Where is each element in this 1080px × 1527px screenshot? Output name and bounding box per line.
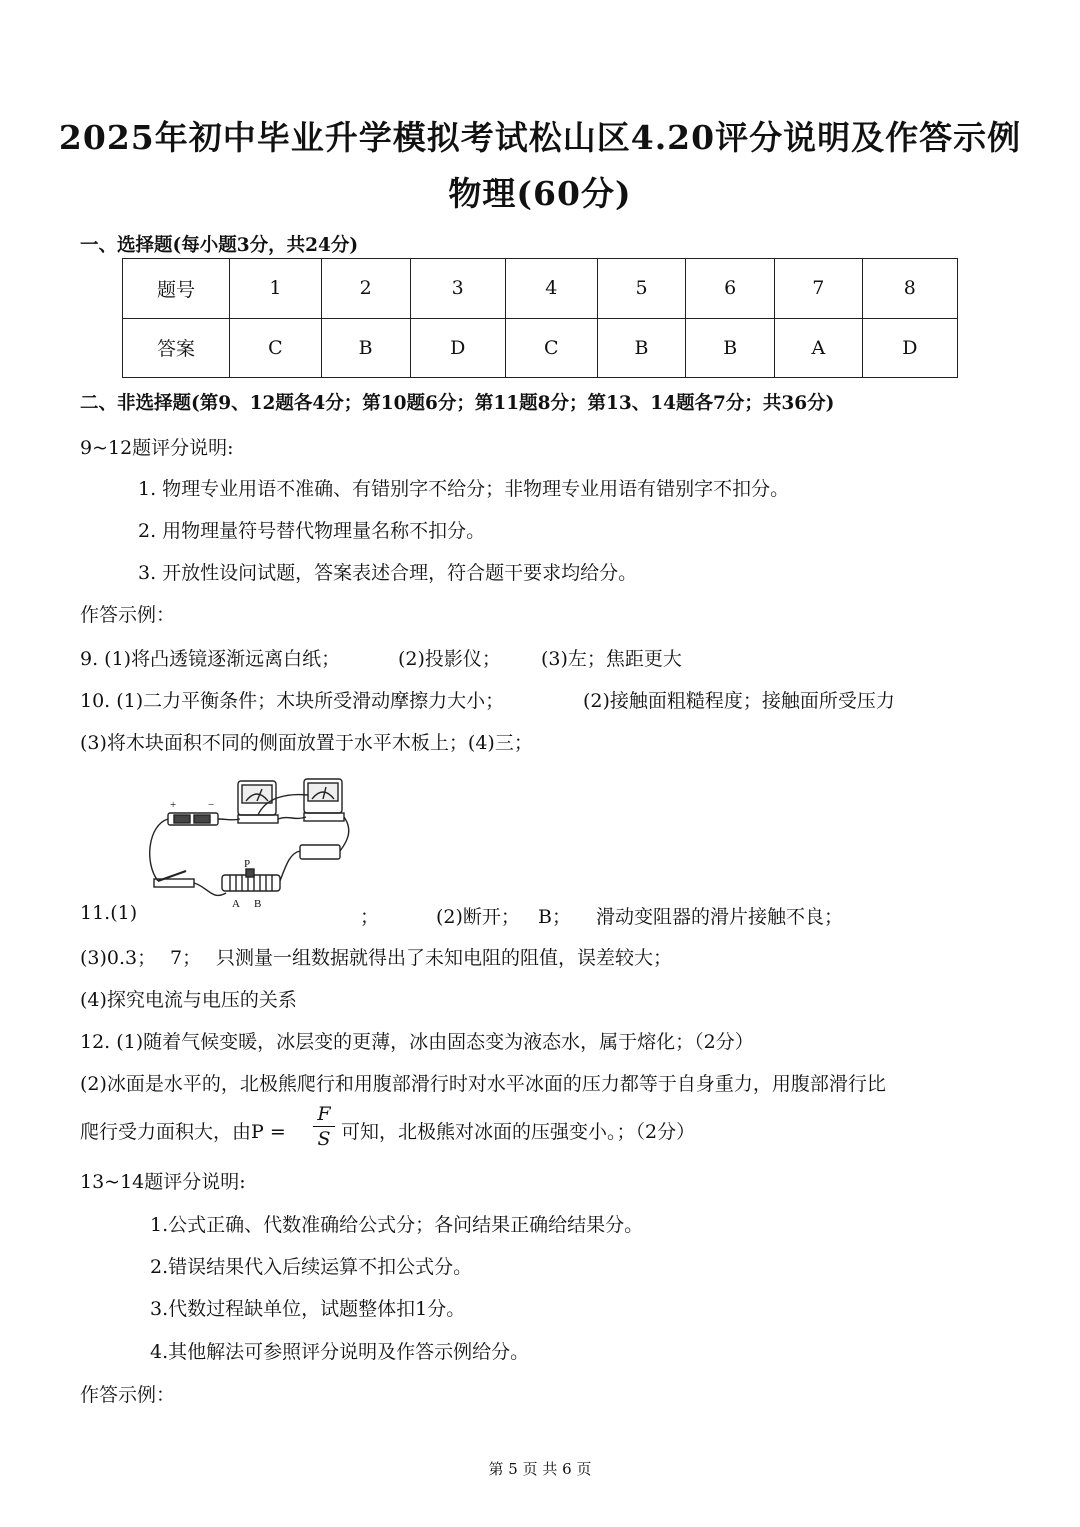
q9-part1: 9. (1)将凸透镜逐渐远离白纸； — [80, 648, 341, 670]
q12-line2: (2)冰面是水平的，北极熊爬行和用腹部滑行时对水平冰面的压力都等于自身重力，用腹部滑行比 — [80, 1073, 886, 1095]
table-cell: 2 — [321, 259, 410, 319]
example-label: 作答示例： — [80, 604, 176, 626]
pressure-fraction — [313, 1103, 335, 1150]
a-label: A — [232, 898, 240, 910]
table-cell: 3 — [410, 259, 505, 319]
q10-line2: (3)将木块面积不同的侧面放置于水平木板上；(4)三； — [80, 732, 533, 754]
row-label-number: 题号 — [123, 259, 230, 319]
p-label: P — [244, 858, 251, 870]
fraction-bar — [313, 1126, 335, 1127]
q11-part2a: (2)断开； — [436, 906, 520, 928]
q9-part3: (3)左；焦距更大 — [541, 648, 682, 670]
row-label-answer: 答案 — [123, 318, 230, 378]
table-cell: C — [505, 318, 597, 378]
resistor-icon — [300, 845, 340, 859]
note-item: 3. 开放性设问试题，答案表述合理，符合题干要求均给分。 — [138, 562, 638, 584]
note-item: 1.公式正确、代数准确给公式分；各问结果正确给结果分。 — [150, 1214, 644, 1236]
q9-part2: (2)投影仪； — [398, 648, 501, 670]
answer-table — [122, 258, 958, 378]
table-cell: 6 — [686, 259, 775, 319]
table-cell: C — [230, 318, 322, 378]
q12-line3-after: 可知，北极熊对冰面的压强变小。；（2分） — [341, 1121, 696, 1143]
plus-label: + — [170, 799, 177, 811]
table-cell: 8 — [862, 259, 957, 319]
section1-heading: 一、选择题(每小题3分，共24分) — [80, 235, 359, 256]
table-cell: 4 — [505, 259, 597, 319]
q12-line3-before: 爬行受力面积大，由P = — [80, 1121, 286, 1143]
document-subtitle: 物理(60分) — [448, 174, 632, 213]
table-cell: A — [775, 318, 863, 378]
table-cell: B — [321, 318, 410, 378]
note-item: 4.其他解法可参照评分说明及作答示例给分。 — [150, 1341, 530, 1363]
note-item: 2.错误结果代入后续运算不扣公式分。 — [150, 1256, 473, 1278]
fraction-numerator: F — [317, 1103, 331, 1125]
table-cell: 1 — [230, 259, 322, 319]
note-item: 3.代数过程缺单位，试题整体扣1分。 — [150, 1298, 466, 1320]
example-label: 作答示例： — [80, 1384, 176, 1406]
table-cell: 5 — [597, 259, 686, 319]
q11-line2a: (3)0.3； — [80, 947, 157, 969]
q11-line3: (4)探究电流与电压的关系 — [80, 989, 297, 1011]
table-cell: 7 — [775, 259, 863, 319]
table-row-answers — [123, 318, 958, 378]
table-cell: B — [686, 318, 775, 378]
circuit-diagram — [140, 775, 360, 915]
table-cell: D — [862, 318, 957, 378]
fraction-denominator: S — [317, 1128, 331, 1150]
q10-part2: (2)接触面粗糙程度；接触面所受压力 — [583, 690, 895, 712]
document-title: 2025年初中毕业升学模拟考试松山区4.20评分说明及作答示例 — [58, 118, 1022, 157]
table-cell: D — [410, 318, 505, 378]
q12-line1: 12. (1)随着气候变暖，冰层变的更薄，冰由固态变为液态水，属于熔化；（2分） — [80, 1031, 754, 1053]
notes-9-12-title: 9~12题评分说明: — [80, 437, 234, 459]
q11-prefix: 11.(1) — [80, 902, 138, 924]
minus-label: − — [208, 799, 215, 811]
q11-line2c: 只测量一组数据就得出了未知电阻的阻值，误差较大； — [216, 947, 673, 969]
note-item: 1. 物理专业用语不准确、有错别字不给分；非物理专业用语有错别字不扣分。 — [138, 478, 790, 500]
q11-part2b: B； — [538, 906, 571, 928]
table-cell: B — [597, 318, 686, 378]
q11-semicolon: ； — [360, 906, 380, 928]
q11-part2c: 滑动变阻器的滑片接触不良； — [596, 906, 844, 928]
section2-heading: 二、非选择题(第9、12题各4分；第10题6分；第11题8分；第13、14题各7分；共36分) — [80, 393, 835, 414]
q10-part1: 10. (1)二力平衡条件；木块所受滑动摩擦力大小； — [80, 690, 505, 712]
note-item: 2. 用物理量符号替代物理量名称不扣分。 — [138, 520, 486, 542]
page-number: 第 5 页 共 6 页 — [488, 1460, 592, 1478]
notes-13-14-title: 13~14题评分说明: — [80, 1171, 246, 1193]
table-row-numbers — [123, 259, 958, 319]
q11-line2b: 7； — [170, 947, 202, 969]
b-label: B — [254, 898, 262, 910]
